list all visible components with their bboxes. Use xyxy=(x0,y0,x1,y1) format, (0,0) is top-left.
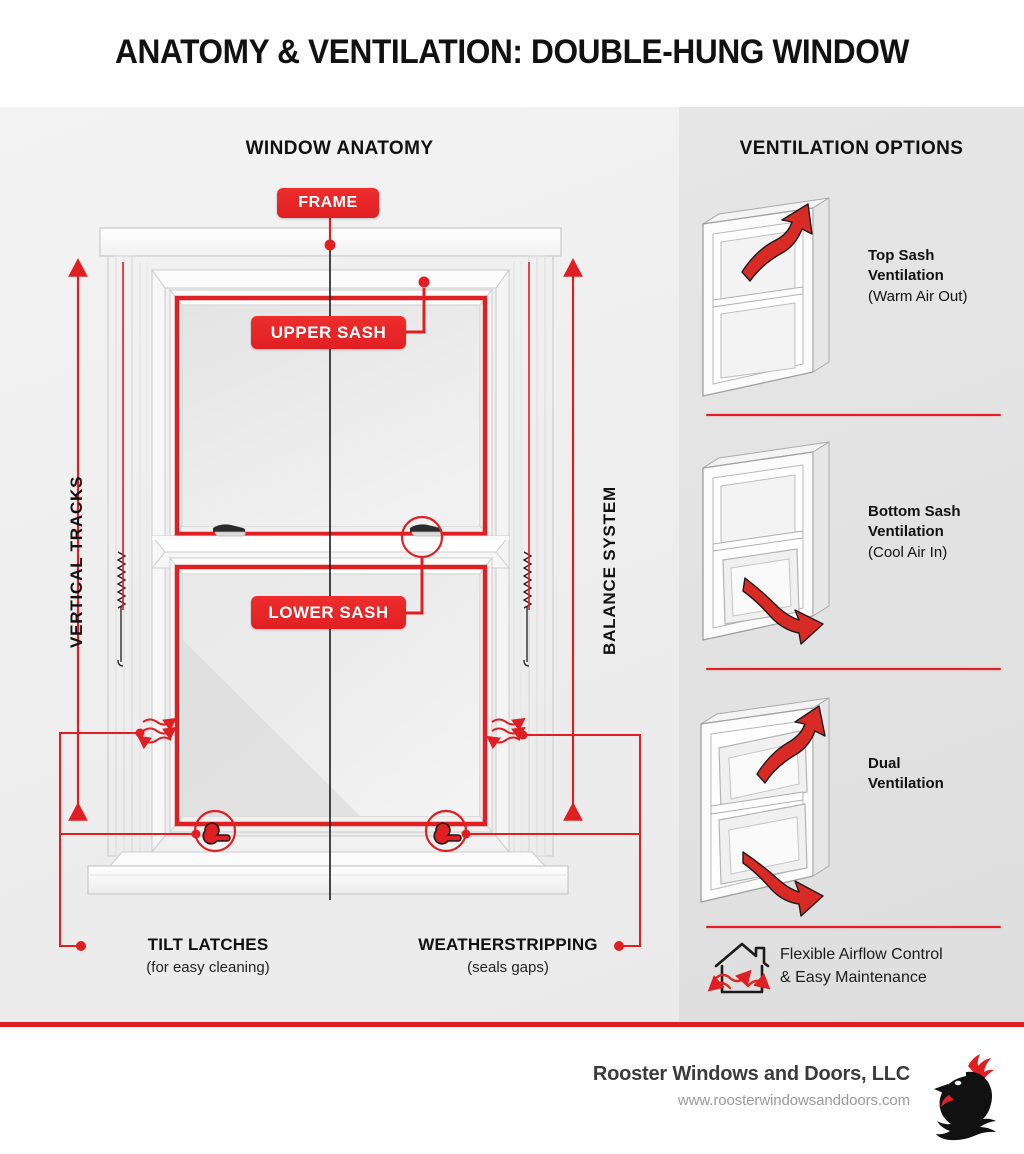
footer-website-url[interactable]: www.roosterwindowsanddoors.com xyxy=(677,1092,910,1109)
footer-company-name: Rooster Windows and Doors, LLC xyxy=(592,1063,910,1085)
vent-sub: (Warm Air Out) xyxy=(868,287,968,305)
callout-tilt-latches xyxy=(88,935,328,976)
vent-title-line2: Ventilation xyxy=(868,266,944,284)
label-balance-system: BALANCE SYSTEM xyxy=(600,486,619,655)
footer-bar xyxy=(0,1027,1024,1154)
callout-tilt-latches-title: TILT LATCHES xyxy=(147,935,269,954)
callout-tilt-latches-sub: (for easy cleaning) xyxy=(146,959,270,976)
callout-weatherstripping xyxy=(388,935,628,976)
callout-weatherstripping-sub: (seals gaps) xyxy=(467,959,549,976)
flexible-airflow-note xyxy=(712,938,1012,1008)
flexible-airflow-line2: & Easy Maintenance xyxy=(780,969,927,987)
iso-window-top-sash-open xyxy=(679,172,879,402)
rooster-logo xyxy=(922,1050,1004,1132)
vent-title-line2: Ventilation xyxy=(868,522,944,540)
iso-window-bottom-sash-open xyxy=(679,428,879,658)
vent-title-line1: Top Sash xyxy=(868,247,935,264)
badge-frame[interactable]: FRAME xyxy=(277,188,379,218)
ventilation-option-top-sash-text xyxy=(868,246,1018,307)
window-sill xyxy=(88,852,568,894)
vent-title-line2: Ventilation xyxy=(868,774,944,792)
vent-title-line1: Bottom Sash xyxy=(868,503,961,520)
badge-upper-sash[interactable]: UPPER SASH xyxy=(251,316,406,349)
ventilation-section-heading: VENTILATION OPTIONS xyxy=(739,138,964,159)
iso-window-dual-open xyxy=(679,680,879,920)
flexible-airflow-note-text xyxy=(780,943,1016,989)
callout-weatherstripping-title: WEATHERSTRIPPING xyxy=(418,935,598,954)
flexible-airflow-line1: Flexible Airflow Control xyxy=(780,946,943,963)
anatomy-section-heading: WINDOW ANATOMY xyxy=(245,138,434,159)
label-vertical-tracks: VERTICAL TRACKS xyxy=(67,475,86,648)
house-airflow-icon xyxy=(712,938,774,1002)
ventilation-option-dual[interactable] xyxy=(679,680,1024,910)
ventilation-option-dual-text xyxy=(868,754,1018,794)
ventilation-divider-3 xyxy=(706,926,1001,928)
vent-title-line1: Dual xyxy=(868,755,901,772)
ventilation-option-bottom-sash[interactable] xyxy=(679,428,1024,658)
balance-spring-right xyxy=(524,552,531,666)
ventilation-option-top-sash[interactable] xyxy=(679,172,1024,402)
ventilation-divider-1 xyxy=(706,414,1001,416)
page-title: ANATOMY & VENTILATION: DOUBLE-HUNG WINDOW xyxy=(115,33,909,71)
ventilation-divider-2 xyxy=(706,668,1001,670)
ventilation-option-bottom-sash-text xyxy=(868,502,1018,563)
vent-sub: (Cool Air In) xyxy=(868,543,948,561)
badge-lower-sash[interactable]: LOWER SASH xyxy=(251,596,406,629)
